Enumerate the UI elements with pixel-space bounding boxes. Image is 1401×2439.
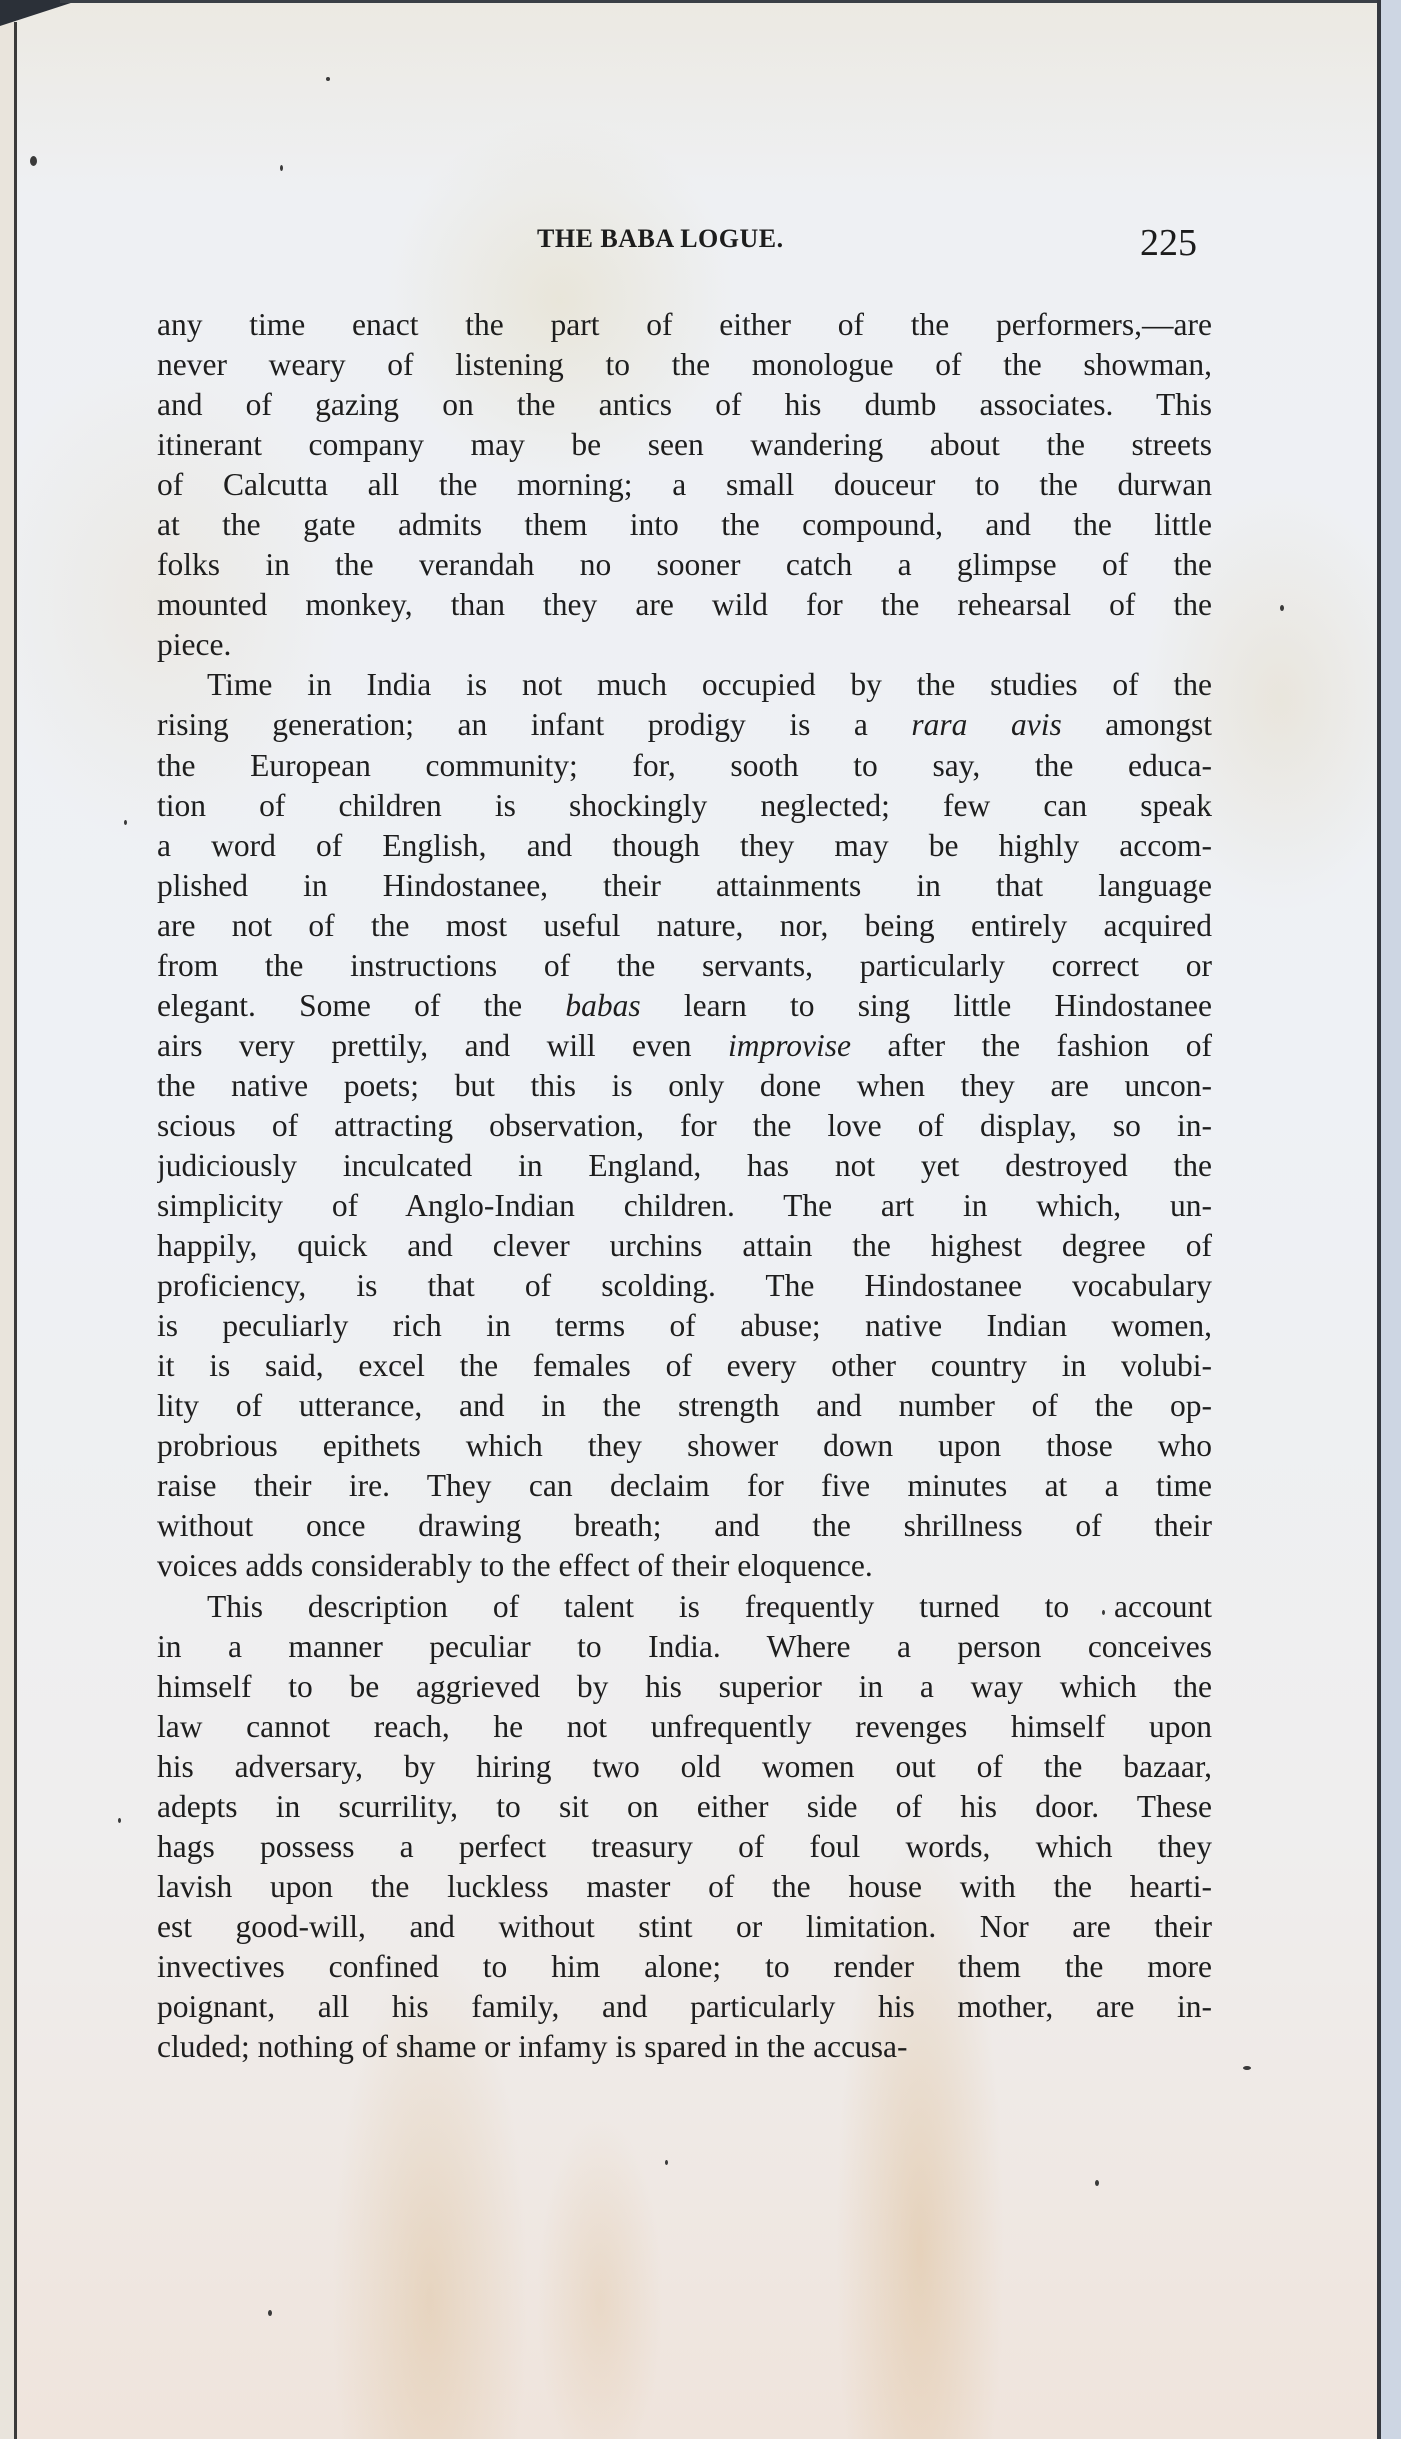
text-line: raise their ire. They can declaim for five minutes at a time bbox=[157, 1468, 1212, 1504]
paper-speck bbox=[1243, 2066, 1251, 2070]
text-line: lity of utterance, and in the strength and number of the op- bbox=[157, 1388, 1212, 1424]
page-top-edge bbox=[60, 0, 1390, 3]
text-segment: airs very prettily, and will even bbox=[157, 1027, 728, 1063]
text-line: and of gazing on the antics of his dumb associates. This bbox=[157, 387, 1212, 423]
paper-speck bbox=[665, 2160, 668, 2165]
paragraph bbox=[157, 305, 1212, 665]
text-line: invectives confined to him alone; to render them the more bbox=[157, 1948, 1212, 1984]
page-right-edge bbox=[1377, 0, 1381, 2439]
text-line: plished in Hindostanee, their attainments in that language bbox=[157, 867, 1212, 903]
text-line: himself to be aggrieved by his superior in a way which the bbox=[157, 1668, 1212, 1704]
text-line: the native poets; but this is only done when they are uncon- bbox=[157, 1067, 1212, 1103]
text-line: voices adds considerably to the effect of their eloquence. bbox=[157, 1548, 873, 1584]
text-line: itinerant company may be seen wandering about the streets bbox=[157, 427, 1212, 463]
text-line: mounted monkey, than they are wild for the rehearsal of the bbox=[157, 587, 1212, 623]
text-line: are not of the most useful nature, nor, being entirely acquired bbox=[157, 907, 1212, 943]
running-head-title: THE BABA LOGUE. bbox=[537, 224, 784, 253]
paper-speck bbox=[268, 2310, 272, 2316]
paper-speck bbox=[30, 156, 37, 166]
paper-speck bbox=[280, 165, 283, 171]
text-segment: after the fashion of bbox=[851, 1027, 1212, 1063]
text-line: tion of children is shockingly neglected; few can speak bbox=[157, 787, 1212, 823]
text-line: cluded; nothing of shame or infamy is spared in the accusa- bbox=[157, 2029, 908, 2065]
text-line: is peculiarly rich in terms of abuse; native Indian women, bbox=[157, 1308, 1212, 1344]
text-line: adepts in scurrility, to sit on either side of his door. These bbox=[157, 1788, 1212, 1824]
paper-speck bbox=[124, 820, 127, 825]
text-line: it is said, excel the females of every other country in volubi- bbox=[157, 1348, 1212, 1384]
italic-phrase: babas bbox=[565, 987, 641, 1023]
text-line: any time enact the part of either of the performers,—are bbox=[157, 307, 1212, 342]
paper-speck bbox=[118, 1818, 121, 1823]
text-line: This description of talent is frequently turned to account bbox=[207, 1588, 1212, 1624]
page-left-margin-strip bbox=[0, 22, 14, 2439]
text-line: the European community; for, sooth to say, the educa- bbox=[157, 747, 1212, 783]
paper-speck bbox=[326, 77, 330, 81]
paragraph bbox=[157, 1587, 1212, 2068]
text-line: at the gate admits them into the compound, and the little bbox=[157, 507, 1212, 543]
text-line: happily, quick and clever urchins attain the highest degree of bbox=[157, 1228, 1212, 1264]
text-line: in a manner peculiar to India. Where a person conceives bbox=[157, 1628, 1212, 1664]
body-text bbox=[157, 305, 1212, 2067]
text-line: Time in India is not much occupied by the studies of the bbox=[207, 667, 1212, 703]
italic-phrase: improvise bbox=[727, 1027, 852, 1063]
text-line: folks in the verandah no sooner catch a glimpse of the bbox=[157, 547, 1212, 583]
text-line: his adversary, by hiring two old women out of the bazaar, bbox=[157, 1748, 1212, 1784]
text-segment: elegant. Some of the bbox=[157, 987, 566, 1023]
text-segment: rising generation; an infant prodigy is a bbox=[157, 707, 912, 743]
text-line: est good-will, and without stint or limitation. Nor are their bbox=[157, 1908, 1212, 1944]
page-number: 225 bbox=[1140, 222, 1197, 264]
paper-speck bbox=[1280, 605, 1284, 611]
italic-phrase: rara avis bbox=[911, 707, 1062, 743]
page-corner-shadow bbox=[0, 0, 80, 26]
text-line: lavish upon the luckless master of the house with the hearti- bbox=[157, 1868, 1212, 1904]
text-line bbox=[157, 705, 1212, 745]
text-line: of Calcutta all the morning; a small douceur to the durwan bbox=[157, 467, 1212, 503]
text-line: from the instructions of the servants, particularly correct or bbox=[157, 947, 1212, 983]
text-line: piece. bbox=[157, 627, 232, 663]
text-line: a word of English, and though they may be highly accom- bbox=[157, 827, 1212, 863]
text-segment: learn to sing little Hindostanee bbox=[640, 987, 1212, 1023]
text-segment: amongst bbox=[1061, 707, 1212, 743]
text-line: without once drawing breath; and the shrillness of their bbox=[157, 1508, 1212, 1544]
text-line: simplicity of Anglo-Indian children. The art in which, un- bbox=[157, 1188, 1212, 1224]
paragraph bbox=[157, 665, 1212, 1586]
text-line: scious of attracting observation, for the love of display, so in- bbox=[157, 1107, 1212, 1143]
text-line bbox=[157, 1026, 1212, 1066]
text-line bbox=[157, 986, 1212, 1026]
text-line: judiciously inculcated in England, has not yet destroyed the bbox=[157, 1147, 1212, 1183]
text-line: hags possess a perfect treasury of foul words, which they bbox=[157, 1828, 1212, 1864]
text-line: probrious epithets which they shower down upon those who bbox=[157, 1428, 1212, 1464]
paper-speck bbox=[1095, 2180, 1099, 2186]
text-line: law cannot reach, he not unfrequently revenges himself upon bbox=[157, 1708, 1212, 1744]
background-beyond-page bbox=[1381, 0, 1401, 2439]
text-line: poignant, all his family, and particularly his mother, are in- bbox=[157, 1988, 1212, 2024]
text-line: never weary of listening to the monologue of the showman, bbox=[157, 347, 1212, 383]
page-left-edge bbox=[14, 22, 17, 2439]
text-line: proficiency, is that of scolding. The Hindostanee vocabulary bbox=[157, 1268, 1212, 1304]
